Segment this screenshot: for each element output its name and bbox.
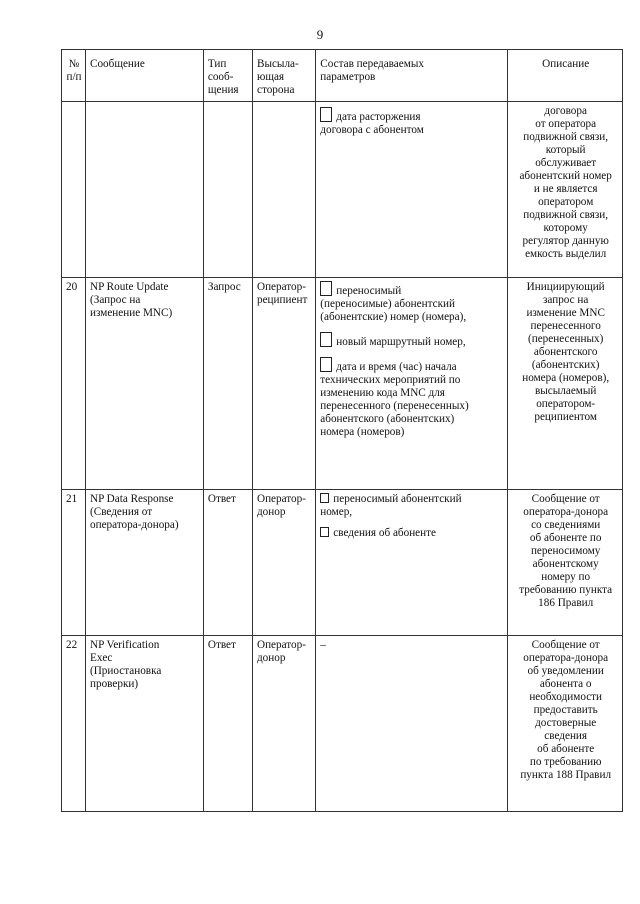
parameter-item	[320, 493, 504, 519]
parameter-text	[320, 527, 504, 540]
parameter-line: (переносимые) абонентский	[320, 298, 456, 310]
text-line: подвижной связи,	[523, 131, 609, 143]
text-line: об абоненте	[537, 743, 595, 755]
text-line: требованию пункта	[519, 584, 613, 596]
text-line: Exec	[90, 652, 113, 664]
header-message	[86, 50, 204, 102]
text-line: (перенесенных)	[528, 333, 604, 345]
text-line: пункта 188 Правил	[520, 769, 612, 781]
parameter-line: изменению кода MNC для	[320, 387, 445, 399]
parameter-line: технических мероприятий по	[320, 374, 461, 386]
text-line: необходимости	[529, 691, 603, 703]
text-line: подвижной связи,	[523, 209, 609, 221]
parameters	[316, 102, 508, 278]
parameter-line: –	[320, 639, 326, 651]
table-header-row	[62, 50, 623, 102]
text-line: Тип	[207, 58, 227, 70]
text-line: Оператор-	[256, 493, 306, 505]
table-row	[62, 102, 623, 278]
text-line: емкость выделил	[525, 248, 607, 260]
text-line: сооб-	[207, 71, 234, 83]
parameter-item	[320, 332, 504, 349]
message-name	[86, 102, 204, 278]
header-description	[508, 50, 623, 102]
parameter-text	[320, 493, 504, 506]
parameter-item	[320, 527, 504, 540]
text-line: абонентский номер	[519, 170, 612, 182]
parameter-text	[320, 311, 504, 324]
sender	[252, 278, 315, 490]
parameter-text	[320, 107, 504, 124]
page-number: 9	[316, 27, 324, 42]
table-row	[62, 636, 623, 812]
row-number	[62, 102, 86, 278]
text-line: номеру по	[541, 571, 591, 583]
text-line: оператора-донора)	[90, 519, 179, 531]
message-type: Ответ	[203, 490, 252, 636]
parameter-text	[320, 124, 504, 137]
checkbox-square-icon	[320, 527, 329, 537]
text-line: оператора-донора	[523, 506, 609, 518]
text-line: Сообщение	[90, 58, 145, 70]
parameter-line: договора с абонентом	[320, 124, 424, 136]
parameters	[316, 278, 508, 490]
header-num	[62, 50, 86, 102]
text-line: регулятор данную	[522, 235, 609, 247]
text-line: ющая	[256, 71, 285, 83]
text-line: Высыла-	[256, 58, 299, 70]
parameter-line: переносимый абонентский	[333, 493, 462, 505]
sender	[252, 636, 315, 812]
text-line: Описание	[542, 58, 590, 70]
text-line: сторона	[256, 84, 295, 96]
text-line: (Приостановка	[90, 665, 162, 677]
parameter-line: перенесенного (перенесенных)	[320, 400, 469, 412]
checkbox-square-icon	[320, 332, 332, 347]
table-row	[62, 278, 623, 490]
text-line: от оператора	[535, 118, 597, 130]
text-line: номера (номеров),	[522, 372, 610, 384]
parameter-text	[320, 332, 504, 349]
message-name	[86, 490, 204, 636]
text-line: договора	[544, 105, 587, 117]
sender	[252, 102, 315, 278]
parameter-text	[320, 413, 504, 426]
text-line: параметров	[320, 71, 376, 83]
text-line: Оператор-	[256, 281, 306, 293]
text-line: NP Route Update	[90, 281, 169, 293]
description	[508, 102, 623, 278]
text-line: обслуживает	[535, 157, 597, 169]
text-line: (абонентских)	[531, 359, 600, 371]
text-line: которому	[543, 222, 588, 234]
header-params	[316, 50, 508, 102]
message-name	[86, 636, 204, 812]
checkbox-square-icon	[320, 357, 332, 372]
text-line: сведения	[544, 730, 588, 742]
row-number: 20	[62, 278, 86, 490]
text-line: высылаемый	[534, 385, 597, 397]
checkbox-square-icon	[320, 281, 332, 296]
parameter-text	[320, 506, 504, 519]
parameter-item	[320, 107, 504, 137]
text-line: запрос на	[542, 294, 589, 306]
text-line: п/п	[66, 71, 82, 83]
text-line: NP Data Response	[90, 493, 174, 505]
parameter-item	[320, 357, 504, 439]
text-line: реципиентом	[534, 411, 598, 423]
text-line: Состав передаваемых	[320, 58, 424, 70]
parameter-line: номера (номеров)	[320, 426, 405, 438]
parameter-line: переносимый	[336, 285, 402, 297]
header-sender	[252, 50, 315, 102]
message-type: Ответ	[203, 636, 252, 812]
parameter-text	[320, 281, 504, 298]
checkbox-square-icon	[320, 493, 329, 503]
parameter-text	[320, 298, 504, 311]
text-line: проверки)	[90, 678, 139, 690]
text-line: достоверные	[535, 717, 597, 729]
parameter-line: абонентского (абонентских)	[320, 413, 455, 425]
parameter-text	[320, 387, 504, 400]
text-line: об абоненте по	[529, 532, 602, 544]
text-line: который	[545, 144, 586, 156]
text-line: донор	[256, 506, 286, 518]
text-line: и не является	[533, 183, 598, 195]
header-type	[203, 50, 252, 102]
parameter-line: (абонентские) номер (номера),	[320, 311, 467, 323]
text-line: (Сведения от	[90, 506, 153, 518]
parameter-text	[320, 639, 504, 652]
description	[508, 278, 623, 490]
message-name	[86, 278, 204, 490]
text-line: абонентского	[533, 346, 598, 358]
parameter-text	[320, 400, 504, 413]
table-row	[62, 490, 623, 636]
text-line: оператора-донора	[523, 652, 609, 664]
row-number: 21	[62, 490, 86, 636]
sender	[252, 490, 315, 636]
parameter-line: сведения об абоненте	[333, 527, 436, 539]
parameters	[316, 636, 508, 812]
text-line: Оператор-	[256, 639, 306, 651]
text-line: абонента о	[539, 678, 592, 690]
parameters	[316, 490, 508, 636]
text-line: оператором-	[536, 398, 596, 410]
text-line: Сообщение от	[531, 639, 600, 651]
text-line: Инициирующий	[526, 281, 605, 293]
text-line: по требованию	[529, 756, 602, 768]
message-type: Запрос	[203, 278, 252, 490]
text-line: 186 Правил	[538, 597, 594, 609]
text-line: щения	[207, 84, 239, 96]
checkbox-square-icon	[320, 107, 332, 122]
parameter-text	[320, 374, 504, 387]
text-line: донор	[256, 652, 286, 664]
text-line: NP Verification	[90, 639, 160, 651]
parameter-text	[320, 426, 504, 439]
text-line: перенесенного	[530, 320, 601, 332]
text-line: изменение MNC	[526, 307, 605, 319]
parameter-line: новый маршрутный номер,	[336, 336, 466, 348]
message-table	[61, 49, 623, 812]
parameter-item	[320, 281, 504, 324]
message-type	[203, 102, 252, 278]
parameter-line: дата и время (час) начала	[336, 361, 457, 373]
text-line: (Запрос на	[90, 294, 141, 306]
text-line: переносимому	[530, 545, 601, 557]
description	[508, 490, 623, 636]
text-line: об уведомлении	[527, 665, 604, 677]
parameter-text	[320, 357, 504, 374]
row-number: 22	[62, 636, 86, 812]
text-line: предоставить	[533, 704, 598, 716]
description	[508, 636, 623, 812]
parameter-line: дата расторжения	[336, 111, 421, 123]
text-line: реципиент	[256, 294, 308, 306]
text-line: изменение MNC)	[90, 307, 173, 319]
text-line: №	[68, 58, 80, 70]
parameter-line: номер,	[320, 506, 353, 518]
text-line: Сообщение от	[531, 493, 600, 505]
text-line: со сведениями	[531, 519, 601, 531]
parameter-item	[320, 639, 504, 652]
text-line: оператором	[538, 196, 594, 208]
text-line: абонентскому	[532, 558, 599, 570]
